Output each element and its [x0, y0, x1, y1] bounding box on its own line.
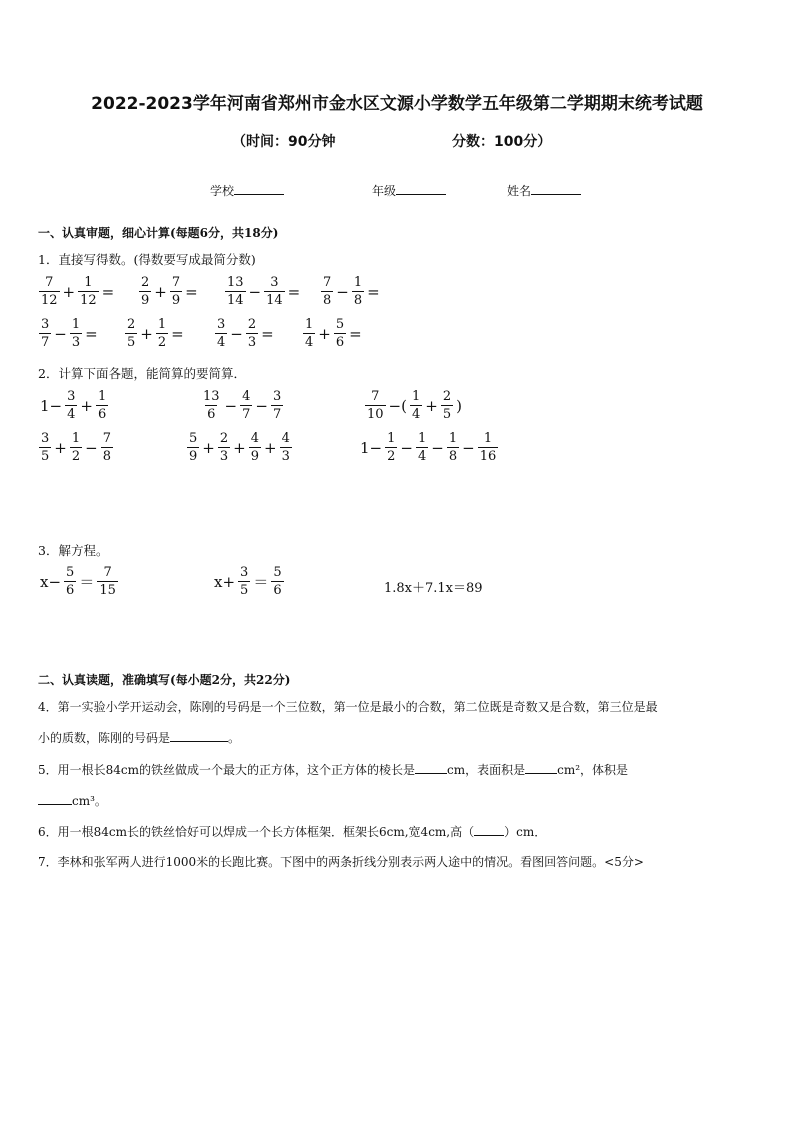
name-field[interactable] — [507, 182, 581, 199]
q5-volume-blank[interactable] — [38, 793, 72, 805]
q6-line: 6．用一根84cm长的铁丝恰好可以焊成一个长方体框架．框架长6cm,宽4cm,高（ ）cm． — [38, 825, 547, 839]
fraction: $\frac{3}{5}$ — [240, 565, 249, 598]
fraction: $\frac{1}{12}$ — [80, 275, 97, 308]
q1-text: 1．直接写得数。(得数要写成最简分数) — [38, 252, 256, 267]
fraction: $\frac{2}{5}$ — [127, 317, 136, 350]
q3-equation-3: 1.8x＋7.1x＝89 — [384, 581, 483, 596]
fraction: $\frac{4}{7}$ — [242, 389, 251, 422]
q3-equation-2: x+ $\frac{3}{5}$ ＝ $\frac{5}{6}$ — [214, 565, 282, 598]
q4-text: 小的质数，陈刚的号码是 — [38, 731, 171, 745]
q1-item-4: $\frac{7}{8}$ − $\frac{1}{8}$ = — [323, 275, 380, 308]
fraction: $\frac{2}{3}$ — [247, 317, 257, 350]
q2-expr-2: $\frac{13}{6}$ − $\frac{4}{7}$ − $\frac{3}{7}$ — [203, 389, 282, 422]
fraction: $\frac{3}{5}$ — [41, 431, 50, 464]
section1-heading: 一、认真审题，细心计算(每题6分，共18分) — [38, 226, 279, 240]
fraction: $\frac{1}{3}$ — [71, 317, 81, 350]
fraction: $\frac{7}{8}$ — [323, 275, 332, 308]
q4-line-1: 4．第一实验小学开运动会，陈刚的号码是一个三位数，第一位是最小的合数，第二位既是奇数又是合数，第三位是最 — [38, 700, 658, 714]
fraction: $\frac{13}{6}$ — [203, 389, 220, 422]
q1-item-2: $\frac{2}{9}$ + $\frac{7}{9}$ = — [141, 275, 198, 308]
q5-edge-blank[interactable] — [415, 762, 447, 774]
q7-line: 7．李林和张军两人进行1000米的长跑比赛。下图中的两条折线分别表示两人途中的情况。看图回答问题。<5分> — [38, 855, 644, 869]
fraction: $\frac{3}{7}$ — [41, 317, 50, 350]
q1-item-7: $\frac{3}{4}$ − $\frac{2}{3}$ = — [217, 317, 274, 350]
fraction: $\frac{2}{9}$ — [141, 275, 150, 308]
fraction: $\frac{7}{15}$ — [99, 565, 116, 598]
fraction: $\frac{3}{4}$ — [217, 317, 226, 350]
school-blank[interactable] — [234, 182, 284, 195]
fraction: $\frac{1}{4}$ — [417, 431, 427, 464]
fraction: $\frac{13}{14}$ — [227, 275, 244, 308]
fraction: $\frac{1}{4}$ — [411, 389, 421, 422]
fraction: $\frac{1}{4}$ — [305, 317, 314, 350]
q5-area-blank[interactable] — [525, 762, 557, 774]
school-label: 学校 — [210, 184, 235, 198]
q2-expr-6: 1− $\frac{1}{2}$ − $\frac{1}{4}$ − $\frac{1}{8}$ − $\frac{1}{16}$ — [360, 431, 497, 464]
fraction: $\frac{1}{8}$ — [448, 431, 458, 464]
grade-label: 年级 — [372, 184, 397, 198]
q1-item-3: $\frac{13}{14}$ − $\frac{3}{14}$ = — [227, 275, 301, 308]
q4-line-2: 小的质数，陈刚的号码是 。 — [38, 731, 241, 745]
fraction: $\frac{1}{16}$ — [479, 431, 497, 464]
fraction: $\frac{5}{6}$ — [66, 565, 75, 598]
fraction: $\frac{2}{5}$ — [442, 389, 452, 422]
fraction: $\frac{1}{2}$ — [387, 431, 396, 464]
q3-text: 3．解方程。 — [38, 543, 109, 558]
q2-expr-5: $\frac{5}{9}$ + $\frac{2}{3}$ + $\frac{4}{9}$ + $\frac{4}{3}$ — [189, 431, 290, 464]
fraction: $\frac{7}{8}$ — [102, 431, 111, 464]
q6-height-blank[interactable] — [474, 824, 504, 836]
grade-field[interactable] — [372, 182, 446, 199]
fraction: $\frac{2}{3}$ — [219, 431, 229, 464]
school-field[interactable] — [210, 182, 284, 199]
q2-expr-3: $\frac{7}{10}$ −( $\frac{1}{4}$ + $\frac{2}{5}$ ) — [367, 389, 462, 422]
fraction: $\frac{3}{14}$ — [266, 275, 283, 308]
fraction: $\frac{7}{10}$ — [367, 389, 384, 422]
q1-item-8: $\frac{1}{4}$ + $\frac{5}{6}$ = — [305, 317, 362, 350]
fraction: $\frac{7}{9}$ — [171, 275, 181, 308]
q1-item-5: $\frac{3}{7}$ − $\frac{1}{3}$ = — [41, 317, 98, 350]
page-title: 2022-2023学年河南省郑州市金水区文源小学数学五年级第二学期期末统考试题 — [91, 94, 703, 114]
fraction: $\frac{5}{6}$ — [273, 565, 282, 598]
q5-line-1: 5．用一根长84cm的铁丝做成一个最大的正方体，这个正方体的棱长是 cm，表面积是 cm²，体积是 — [38, 763, 629, 777]
time-label: （时间：90分钟 — [232, 134, 336, 150]
q1-item-6: $\frac{2}{5}$ + $\frac{1}{2}$ = — [127, 317, 184, 350]
fraction: $\frac{1}{6}$ — [97, 389, 107, 422]
score-label: 分数：100分） — [452, 134, 552, 150]
fraction: $\frac{7}{12}$ — [41, 275, 58, 308]
name-label: 姓名 — [507, 184, 532, 198]
fraction: $\frac{1}{8}$ — [353, 275, 363, 308]
fraction: $\frac{5}{9}$ — [189, 431, 198, 464]
q3-equation-1: x− $\frac{5}{6}$ ＝ $\frac{7}{15}$ — [40, 565, 116, 598]
fraction: $\frac{4}{3}$ — [281, 431, 290, 464]
fraction: $\frac{3}{7}$ — [272, 389, 282, 422]
q2-text: 2．计算下面各题，能简算的要简算． — [38, 366, 246, 381]
q5-line-2: cm³。 — [38, 792, 107, 809]
q4-answer-blank[interactable] — [170, 730, 228, 742]
fraction: $\frac{1}{2}$ — [157, 317, 167, 350]
q2-expr-4: $\frac{3}{5}$ + $\frac{1}{2}$ − $\frac{7}{8}$ — [41, 431, 111, 464]
fraction: $\frac{1}{2}$ — [71, 431, 81, 464]
q2-expr-1: 1− $\frac{3}{4}$ + $\frac{1}{6}$ — [40, 389, 107, 422]
name-blank[interactable] — [531, 182, 581, 195]
fraction: $\frac{5}{6}$ — [335, 317, 345, 350]
grade-blank[interactable] — [396, 182, 446, 195]
section2-heading: 二、认真读题，准确填写(每小题2分，共22分) — [38, 673, 291, 687]
q1-item-1: $\frac{7}{12}$ + $\frac{1}{12}$ = — [41, 275, 115, 308]
fraction: $\frac{4}{9}$ — [250, 431, 259, 464]
fraction: $\frac{3}{4}$ — [67, 389, 76, 422]
